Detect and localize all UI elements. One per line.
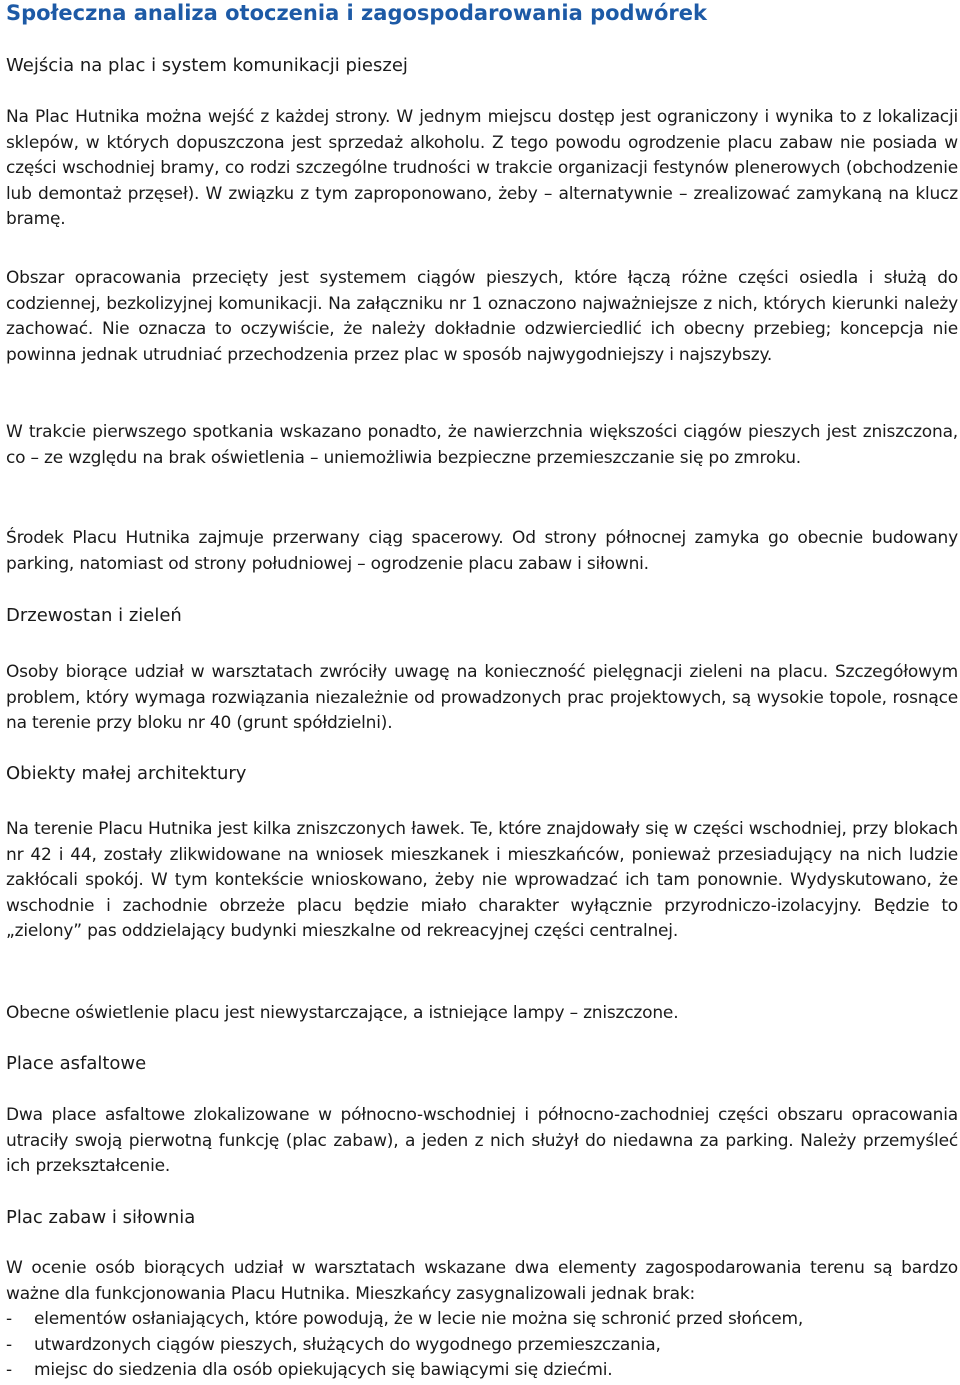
paragraph-pedestrian-paths: Obszar opracowania przecięty jest systemem ciągów pieszych, które łączą różne części osiedla i służą do codziennej, bezkolizyjnej komunikacji. Na załączniku nr 1 oznaczono najważniejsze z nich, których kierunki należy zachować. Nie oznacza to oczywiście, że należy dokładnie odzwierciedlić ich obecny przebieg; koncepcja nie powinna jednak utrudniać przechodzenia przez plac w sposób najwygodniejszy i najszybszy. — [6, 268, 958, 365]
document-title: Społeczna analiza otoczenia i zagospodarowania podwórek — [6, 1, 707, 25]
list-bullet: - — [6, 1334, 12, 1355]
paragraph-greenery: Osoby biorące udział w warsztatach zwróciły uwagę na konieczność pielęgnacji zieleni na placu. Szczegółowym problem, który wymaga rozwiązania niezależnie od prowadzonych prac projektowych, są wysokie topole, rosnące na terenie przy bloku nr 40 (grunt spółdzielni). — [6, 662, 958, 734]
list-bullet: - — [6, 1309, 12, 1329]
paragraph-playground: W ocenie osób biorących udział w warsztatach wskazane dwa elementy zagospodarowania terenu są bardzo ważne dla funkcjonowania Placu Hutnika. Mieszkańcy zasygnalizowali jednak brak: — [6, 1258, 958, 1304]
list-item — [6, 1307, 958, 1333]
paragraph-lighting: Obecne oświetlenie placu jest niewystarczające, a istniejące lampy – zniszczone. — [6, 1003, 679, 1023]
paragraph-benches: Na terenie Placu Hutnika jest kilka zniszczonych ławek. Te, które znajdowały się w części wschodniej, przy blokach nr 42 i 44, zostały zlikwidowane na wniosek mieszkanek i mieszkańców, ponieważ przesiadujący na nich ludzie zakłócali spokój. W tym kontekście wnioskowano, żeby nie wprowadzać ich tam ponownie. Wydyskutowano, że wschodnie i zachodnie obrzeże placu będzie miało charakter wyłącznie przyrodniczo-izolacyjny. Będzie to „zielony” pas oddzielający budynki mieszkalne od rekreacyjnej części centralnej. — [6, 819, 958, 942]
list-item — [6, 1358, 958, 1384]
paragraph-path-surface: W trakcie pierwszego spotkania wskazano ponadto, że nawierzchnia większości ciągów pieszych jest zniszczona, co – ze względu na brak oświetlenia – uniemożliwia bezpieczne przemieszczanie się po zmroku. — [6, 422, 958, 468]
list-item-text: utwardzonych ciągów pieszych, służących do wygodnego przemieszczania, — [34, 1334, 661, 1355]
section-heading-greenery: Drzewostan i zieleń — [6, 605, 182, 626]
list-bullet: - — [6, 1360, 12, 1381]
section-heading-entrances: Wejścia na plac i system komunikacji pieszej — [6, 55, 408, 76]
section-heading-playground: Plac zabaw i siłownia — [6, 1207, 196, 1228]
section-heading-asphalt: Place asfaltowe — [6, 1053, 147, 1074]
list-item — [6, 1333, 958, 1359]
paragraph-entrances: Na Plac Hutnika można wejść z każdej strony. W jednym miejscu dostęp jest ograniczony i wynika to z lokalizacji sklepów, w których dopuszczona jest sprzedaż alkoholu. Z tego powodu ogrodzenie placu zabaw nie posiada w części wschodniej bramy, co rodzi szczególne trudności w trakcie organizacji festynów plenerowych (obchodzenie lub demontaż przęseł). W związku z tym zaproponowano, żeby – alternatywnie – zrealizować zamykaną na klucz bramę. — [6, 107, 958, 230]
list-item-text: elementów osłaniających, które powodują, że w lecie nie można się schronić przed słońcem, — [34, 1309, 804, 1329]
list-item-text: miejsc do siedzenia dla osób opiekujących się bawiącymi się dziećmi. — [34, 1360, 613, 1381]
missing-elements-list — [6, 1307, 958, 1384]
paragraph-promenade: Środek Placu Hutnika zajmuje przerwany ciąg spacerowy. Od strony północnej zamyka go obecnie budowany parking, natomiast od strony południowej – ogrodzenie placu zabaw i siłowni. — [6, 528, 958, 574]
section-heading-small-architecture: Obiekty małej architektury — [6, 763, 247, 784]
paragraph-asphalt: Dwa place asfaltowe zlokalizowane w północno-wschodniej i północno-zachodniej części obszaru opracowania utraciły swoją pierwotną funkcję (plac zabaw), a jeden z nich służył do niedawna za parking. Należy przemyśleć ich przekształcenie. — [6, 1105, 958, 1177]
